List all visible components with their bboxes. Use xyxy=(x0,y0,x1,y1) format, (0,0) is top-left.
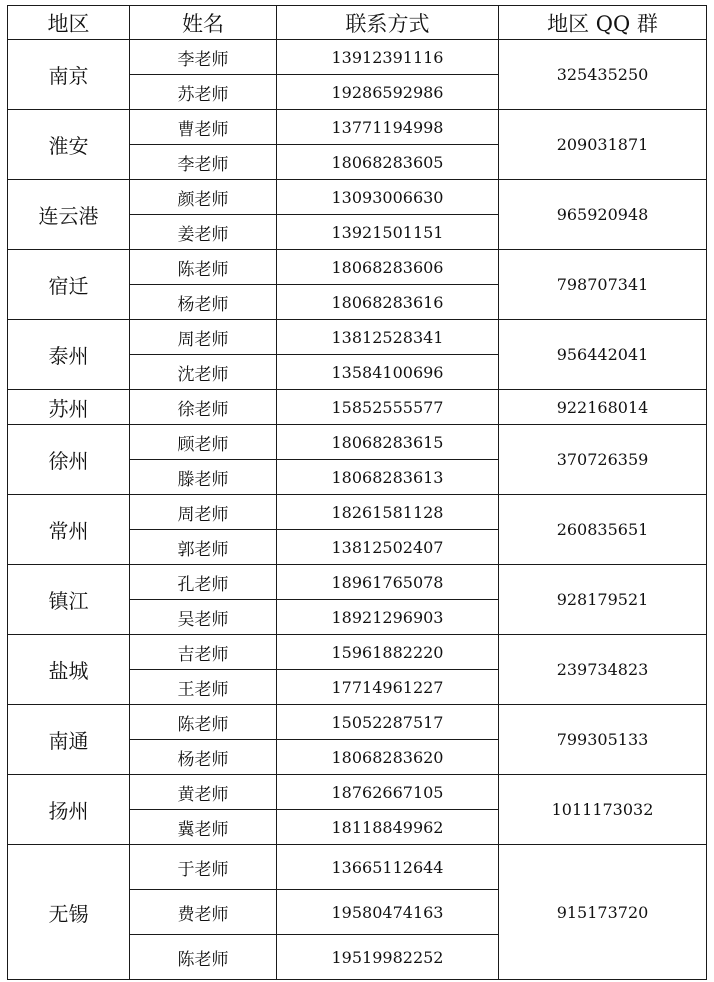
phone-cell: 13093006630 xyxy=(277,180,499,215)
qq-group-cell: 915173720 xyxy=(499,845,707,980)
region-cell: 扬州 xyxy=(8,775,130,845)
teacher-name-cell: 苏老师 xyxy=(130,75,277,110)
teacher-name-cell: 徐老师 xyxy=(130,390,277,425)
qq-group-cell: 965920948 xyxy=(499,180,707,250)
table-row xyxy=(8,635,707,670)
table-body xyxy=(8,40,707,980)
region-cell: 苏州 xyxy=(8,390,130,425)
teacher-name-cell: 顾老师 xyxy=(130,425,277,460)
phone-cell: 18068283605 xyxy=(277,145,499,180)
teacher-name-cell: 陈老师 xyxy=(130,250,277,285)
phone-cell: 18762667105 xyxy=(277,775,499,810)
phone-cell: 15852555577 xyxy=(277,390,499,425)
table-row xyxy=(8,845,707,890)
table-row xyxy=(8,180,707,215)
teacher-name-cell: 曹老师 xyxy=(130,110,277,145)
header-region: 地区 xyxy=(8,6,130,40)
region-cell: 徐州 xyxy=(8,425,130,495)
teacher-name-cell: 费老师 xyxy=(130,890,277,935)
teacher-name-cell: 姜老师 xyxy=(130,215,277,250)
phone-cell: 13812528341 xyxy=(277,320,499,355)
teacher-name-cell: 于老师 xyxy=(130,845,277,890)
phone-cell: 18118849962 xyxy=(277,810,499,845)
qq-group-cell: 956442041 xyxy=(499,320,707,390)
header-contact: 联系方式 xyxy=(277,6,499,40)
qq-group-cell: 209031871 xyxy=(499,110,707,180)
header-name: 姓名 xyxy=(130,6,277,40)
region-cell: 盐城 xyxy=(8,635,130,705)
table-row xyxy=(8,320,707,355)
phone-cell: 13771194998 xyxy=(277,110,499,145)
teacher-name-cell: 陈老师 xyxy=(130,705,277,740)
region-cell: 泰州 xyxy=(8,320,130,390)
phone-cell: 15961882220 xyxy=(277,635,499,670)
region-cell: 南通 xyxy=(8,705,130,775)
qq-group-cell: 928179521 xyxy=(499,565,707,635)
phone-cell: 18261581128 xyxy=(277,495,499,530)
table-row xyxy=(8,250,707,285)
qq-group-cell: 799305133 xyxy=(499,705,707,775)
teacher-name-cell: 周老师 xyxy=(130,320,277,355)
teacher-name-cell: 吴老师 xyxy=(130,600,277,635)
phone-cell: 19580474163 xyxy=(277,890,499,935)
region-cell: 宿迁 xyxy=(8,250,130,320)
teacher-name-cell: 王老师 xyxy=(130,670,277,705)
header-row xyxy=(8,6,707,40)
teacher-name-cell: 孔老师 xyxy=(130,565,277,600)
qq-group-cell: 922168014 xyxy=(499,390,707,425)
teacher-name-cell: 李老师 xyxy=(130,145,277,180)
teacher-name-cell: 杨老师 xyxy=(130,740,277,775)
region-cell: 连云港 xyxy=(8,180,130,250)
table-row xyxy=(8,705,707,740)
teacher-name-cell: 杨老师 xyxy=(130,285,277,320)
teacher-name-cell: 沈老师 xyxy=(130,355,277,390)
phone-cell: 19519982252 xyxy=(277,935,499,980)
phone-cell: 13912391116 xyxy=(277,40,499,75)
phone-cell: 19286592986 xyxy=(277,75,499,110)
region-cell: 南京 xyxy=(8,40,130,110)
teacher-name-cell: 冀老师 xyxy=(130,810,277,845)
teacher-name-cell: 滕老师 xyxy=(130,460,277,495)
table-row xyxy=(8,425,707,460)
phone-cell: 15052287517 xyxy=(277,705,499,740)
qq-group-cell: 1011173032 xyxy=(499,775,707,845)
teacher-name-cell: 郭老师 xyxy=(130,530,277,565)
teacher-name-cell: 周老师 xyxy=(130,495,277,530)
table-row xyxy=(8,495,707,530)
phone-cell: 13921501151 xyxy=(277,215,499,250)
table-row xyxy=(8,775,707,810)
contact-table xyxy=(7,5,707,980)
qq-group-cell: 260835651 xyxy=(499,495,707,565)
table-header xyxy=(8,6,707,40)
phone-cell: 18921296903 xyxy=(277,600,499,635)
teacher-name-cell: 吉老师 xyxy=(130,635,277,670)
table-row xyxy=(8,565,707,600)
teacher-name-cell: 李老师 xyxy=(130,40,277,75)
teacher-name-cell: 颜老师 xyxy=(130,180,277,215)
teacher-name-cell: 陈老师 xyxy=(130,935,277,980)
region-cell: 镇江 xyxy=(8,565,130,635)
phone-cell: 18068283606 xyxy=(277,250,499,285)
table-row xyxy=(8,40,707,75)
qq-group-cell: 239734823 xyxy=(499,635,707,705)
phone-cell: 17714961227 xyxy=(277,670,499,705)
phone-cell: 13812502407 xyxy=(277,530,499,565)
table-row xyxy=(8,390,707,425)
qq-group-cell: 798707341 xyxy=(499,250,707,320)
teacher-name-cell: 黄老师 xyxy=(130,775,277,810)
qq-group-cell: 370726359 xyxy=(499,425,707,495)
region-cell: 常州 xyxy=(8,495,130,565)
phone-cell: 18068283616 xyxy=(277,285,499,320)
phone-cell: 18068283615 xyxy=(277,425,499,460)
phone-cell: 13584100696 xyxy=(277,355,499,390)
phone-cell: 18961765078 xyxy=(277,565,499,600)
phone-cell: 18068283613 xyxy=(277,460,499,495)
header-qq-group: 地区 QQ 群 xyxy=(499,6,707,40)
phone-cell: 18068283620 xyxy=(277,740,499,775)
phone-cell: 13665112644 xyxy=(277,845,499,890)
qq-group-cell: 325435250 xyxy=(499,40,707,110)
region-cell: 无锡 xyxy=(8,845,130,980)
region-cell: 淮安 xyxy=(8,110,130,180)
table-row xyxy=(8,110,707,145)
